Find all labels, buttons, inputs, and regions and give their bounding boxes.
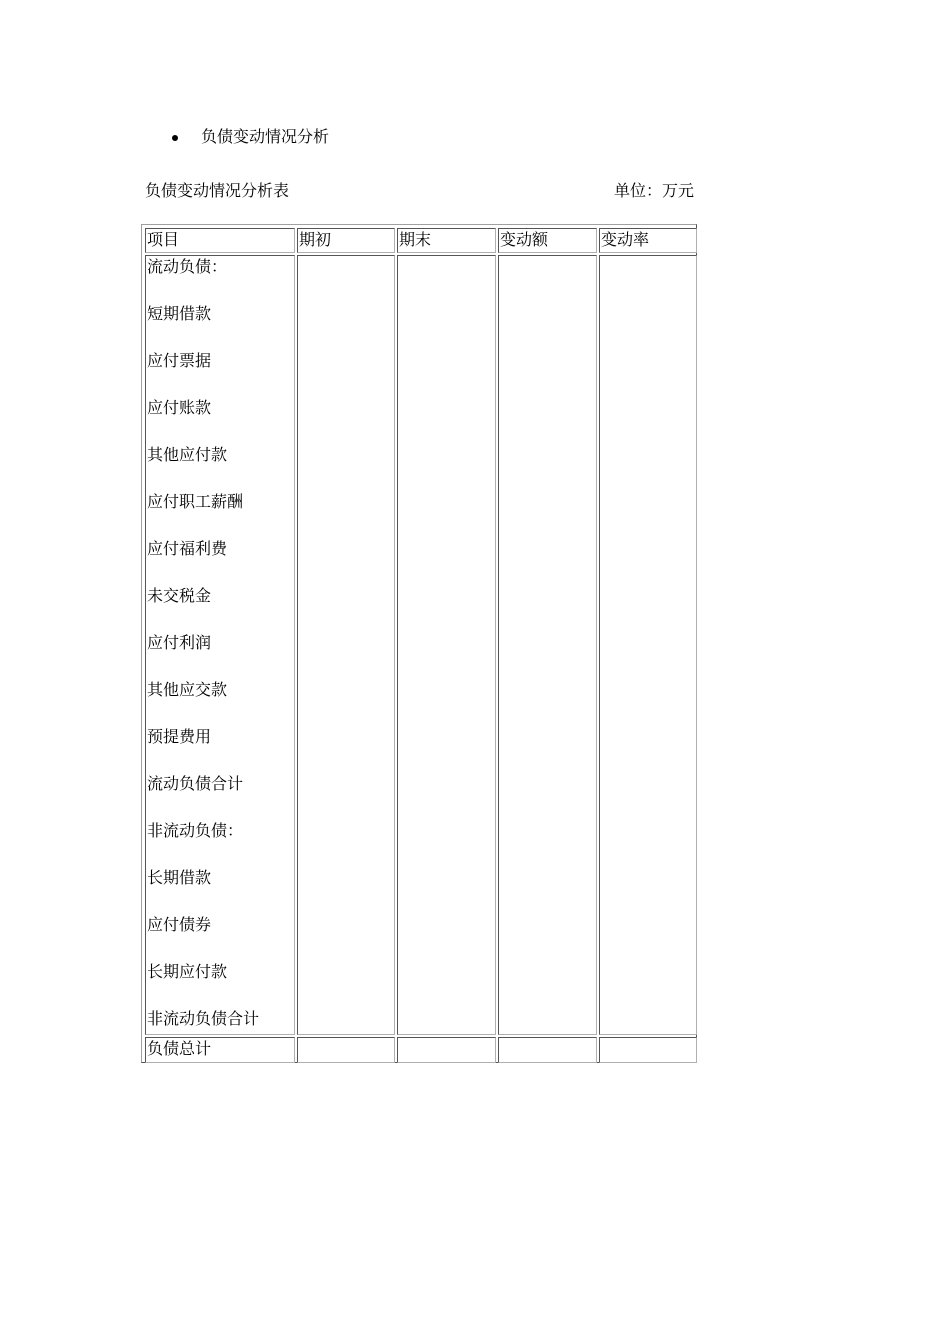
total-label: 负债总计 — [145, 1037, 295, 1063]
item-list — [147, 256, 293, 1030]
table-total-row — [145, 1037, 697, 1063]
list-item: 未交税金 — [147, 586, 212, 605]
total-opening-cell — [297, 1037, 395, 1063]
list-item: 预提费用 — [147, 727, 212, 746]
list-item: 应付利润 — [147, 633, 212, 652]
closing-cell — [397, 255, 496, 1035]
list-item: 非流动负债合计 — [147, 1009, 260, 1028]
list-item: 长期应付款 — [147, 962, 228, 981]
table-header-row — [145, 228, 697, 253]
change-rate-cell — [599, 255, 697, 1035]
list-item: 流动负债合计 — [147, 774, 244, 793]
total-change-amount-cell — [498, 1037, 597, 1063]
list-item: 应付福利费 — [147, 539, 228, 558]
header-item: 项目 — [145, 228, 295, 253]
header-closing: 期末 — [397, 228, 496, 253]
unit-label: 单位：万元 — [614, 181, 695, 200]
opening-cell — [297, 255, 395, 1035]
list-item: 非流动负债： — [147, 821, 244, 840]
list-item: 应付票据 — [147, 351, 212, 370]
list-item: 长期借款 — [147, 868, 212, 887]
list-item: 应付债券 — [147, 915, 212, 934]
header-opening: 期初 — [297, 228, 395, 253]
items-cell — [145, 255, 295, 1035]
section-title: 负债变动情况分析 — [201, 127, 330, 146]
total-change-rate-cell — [599, 1037, 697, 1063]
bullet-icon — [172, 135, 178, 141]
list-item: 流动负债： — [147, 257, 228, 276]
list-item: 短期借款 — [147, 304, 212, 323]
header-change-rate: 变动率 — [599, 228, 697, 253]
list-item: 其他应交款 — [147, 680, 228, 699]
section-heading — [172, 126, 329, 148]
list-item: 其他应付款 — [147, 445, 228, 464]
liability-change-table — [141, 224, 697, 1063]
total-closing-cell — [397, 1037, 496, 1063]
table-caption: 负债变动情况分析表 — [145, 181, 290, 200]
list-item: 应付职工薪酬 — [147, 492, 244, 511]
table-body-row — [145, 255, 697, 1035]
change-amount-cell — [498, 255, 597, 1035]
list-item: 应付账款 — [147, 398, 212, 417]
header-change-amount: 变动额 — [498, 228, 597, 253]
